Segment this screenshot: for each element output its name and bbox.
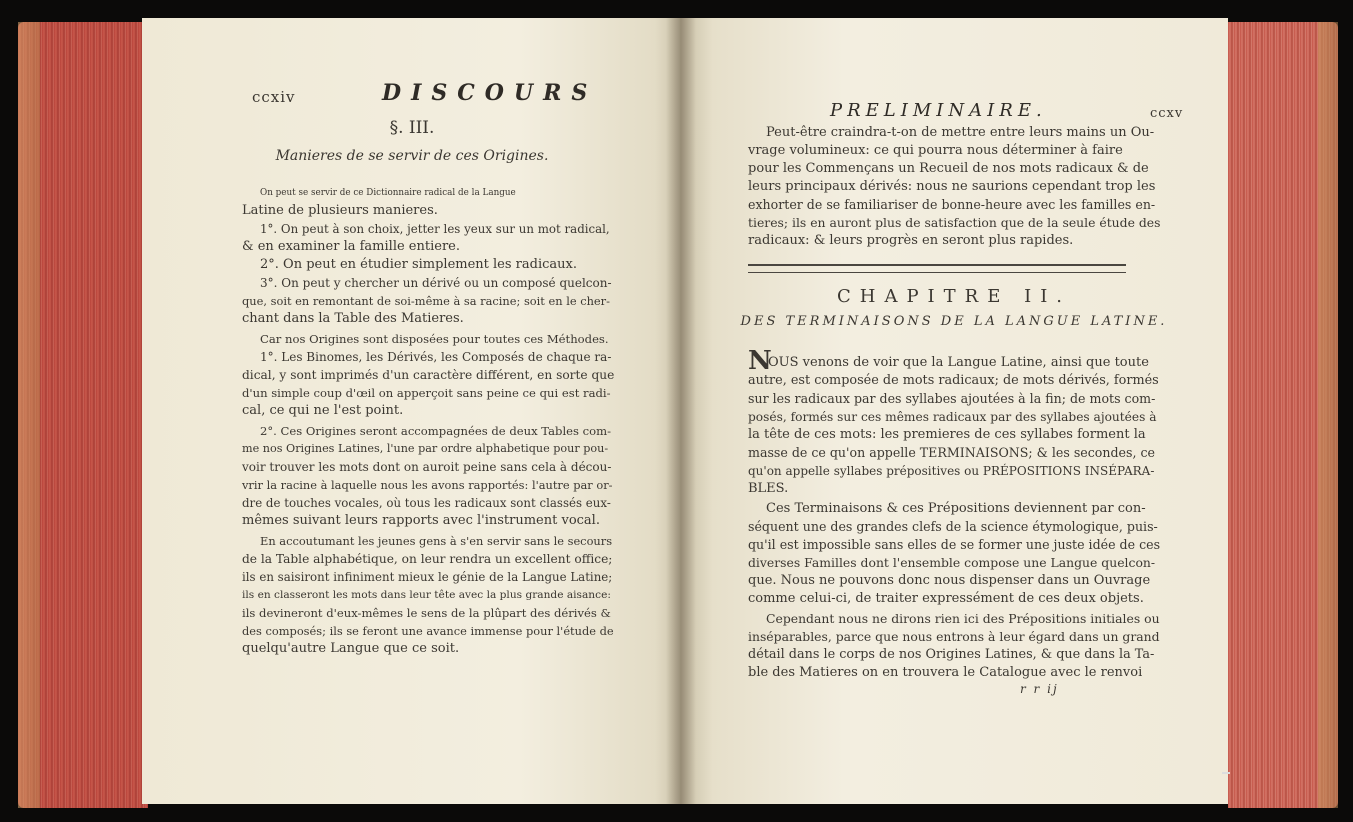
- text-line: séquent une des grandes clefs de la science étymologique, puis-: [748, 519, 1158, 534]
- left-page-edges: [18, 22, 148, 808]
- text-line: qu'il est impossible sans elles de se former une juste idée de ces: [748, 537, 1161, 552]
- text-line: que, soit en remontant de soi-même à sa racine; soit en le cher-: [242, 294, 610, 308]
- text-line: radicaux: & leurs progrès en seront plus rapides.: [748, 233, 1074, 248]
- open-book: [18, 14, 1338, 814]
- text-line: vrir la racine à laquelle nous les avons rapportés: l'autre par or-: [242, 478, 613, 492]
- text-line: Ces Terminaisons & ces Prépositions deviennent par con-: [766, 501, 1146, 516]
- text-line: vrage volumineux: ce qui pourra nous déterminer à faire: [748, 143, 1123, 158]
- text-line: Peut-être craindra-t-on de mettre entre leurs mains un Ou-: [766, 125, 1155, 140]
- text-line: Latine de plusieurs manieres.: [242, 203, 438, 218]
- left-running-title: DISCOURS: [382, 80, 598, 106]
- text-line: exhorter de se familiariser de bonne-heure avec les familles en-: [748, 197, 1156, 212]
- text-line: OUS venons de voir que la Langue Latine, ainsi que toute: [768, 355, 1149, 370]
- text-line: diverses Familles dont l'ensemble compose une Langue quelcon-: [748, 555, 1156, 570]
- left-page: [142, 18, 682, 804]
- text-line: détail dans le corps de nos Origines Latines, & que dans la Ta-: [748, 647, 1155, 662]
- text-line: me nos Origines Latines, l'une par ordre alphabetique pour pou-: [242, 442, 609, 455]
- text-line: leurs principaux dérivés: nous ne saurions cependant trop les: [748, 179, 1156, 194]
- text-line: En accoutumant les jeunes gens à s'en servir sans le secours: [260, 534, 613, 548]
- text-line: dical, y sont imprimés d'un caractère différent, en sorte que: [242, 368, 615, 382]
- text-line: Car nos Origines sont disposées pour toutes ces Méthodes.: [260, 332, 609, 346]
- text-line: mêmes suivant leurs rapports avec l'instrument vocal.: [242, 513, 600, 528]
- text-line: ble des Matieres on en trouvera le Catalogue avec le renvoi: [748, 665, 1143, 680]
- text-line: que. Nous ne pouvons donc nous dispenser dans un Ouvrage: [748, 573, 1151, 588]
- text-line: la tête de ces mots: les premieres de ces syllabes forment la: [748, 427, 1146, 442]
- text-line: masse de ce qu'on appelle TERMINAISONS; & les secondes, ce: [748, 445, 1155, 460]
- text-line: cal, ce qui ne l'est point.: [242, 403, 404, 418]
- text-line: des composés; ils se feront une avance immense pour l'étude de: [242, 624, 614, 638]
- text-line: On peut se servir de ce Dictionnaire radical de la Langue: [260, 188, 516, 198]
- text-line: comme celui-ci, de traiter expressément de ces deux objets.: [748, 591, 1144, 606]
- text-line: chant dans la Table des Matieres.: [242, 311, 464, 326]
- text-line: ils devineront d'eux-mêmes le sens de la plûpart des dérivés &: [242, 606, 611, 620]
- right-page: [680, 18, 1228, 804]
- text-line: posés, formés sur ces mêmes radicaux par des syllabes ajoutées à: [748, 410, 1157, 424]
- text-line: voir trouver les mots dont on auroit peine sans cela à décou-: [242, 460, 612, 474]
- text-line: 2°. On peut en étudier simplement les radicaux.: [260, 257, 577, 272]
- text-line: BLES.: [748, 481, 789, 496]
- text-line: inséparables, parce que nous entrons à leur égard dans un grand: [748, 629, 1160, 644]
- text-line: ils en classeront les mots dans leur tête avec la plus grande aisance:: [242, 589, 611, 601]
- text-line: 1°. Les Binomes, les Dérivés, les Composés de chaque ra-: [260, 350, 612, 364]
- left-page-number: ccxiv: [252, 88, 296, 106]
- text-line: Cependant nous ne dirons rien ici des Prépositions initiales ou: [766, 611, 1160, 626]
- text-line: 3°. On peut y chercher un dérivé ou un composé quelcon-: [260, 276, 612, 290]
- text-line: ils en saisiront infiniment mieux le génie de la Langue Latine;: [242, 570, 613, 584]
- text-line: 2°. Ces Origines seront accompagnées de deux Tables com-: [260, 424, 612, 438]
- text-line: d'un simple coup d'œil on apperçoit sans peine ce qui est radi-: [242, 386, 611, 400]
- text-line: autre, est composée de mots radicaux; de mots dérivés, formés: [748, 373, 1159, 388]
- text-line: pour les Commençans un Recueil de nos mots radicaux & de: [748, 161, 1149, 176]
- right-page-number: ccxv: [1150, 106, 1184, 121]
- chapter-subtitle: DES TERMINAISONS DE LA LANGUE LATINE.: [740, 314, 1168, 329]
- text-line: sur les radicaux par des syllabes ajoutées à la fin; de mots com-: [748, 391, 1156, 406]
- drop-cap: N: [748, 346, 772, 376]
- section-number: §. III.: [389, 118, 435, 138]
- text-line: & en examiner la famille entiere.: [242, 239, 460, 254]
- text-line: tieres; ils en auront plus de satisfaction que de la seule étude des: [748, 215, 1161, 230]
- right-running-title: PRELIMINAIRE.: [830, 100, 1047, 121]
- section-rule: [748, 264, 1126, 273]
- book-gutter: [666, 18, 696, 804]
- text-line: 1°. On peut à son choix, jetter les yeux sur un mot radical,: [260, 222, 610, 236]
- text-line: qu'on appelle syllabes prépositives ou PRÉPOSITIONS INSÉPARA-: [748, 464, 1155, 478]
- corner-mark: [1222, 772, 1230, 774]
- text-line: de la Table alphabétique, on leur rendra un excellent office;: [242, 552, 613, 566]
- chapter-title: CHAPITRE II.: [836, 286, 1072, 307]
- signature-mark: r r ij: [1020, 682, 1059, 696]
- text-line: quelqu'autre Langue que ce soit.: [242, 641, 460, 656]
- text-line: dre de touches vocales, où tous les radicaux sont classés eux-: [242, 496, 611, 510]
- section-title: Manieres de se servir de ces Origines.: [275, 148, 549, 164]
- right-page-edges: [1228, 22, 1338, 808]
